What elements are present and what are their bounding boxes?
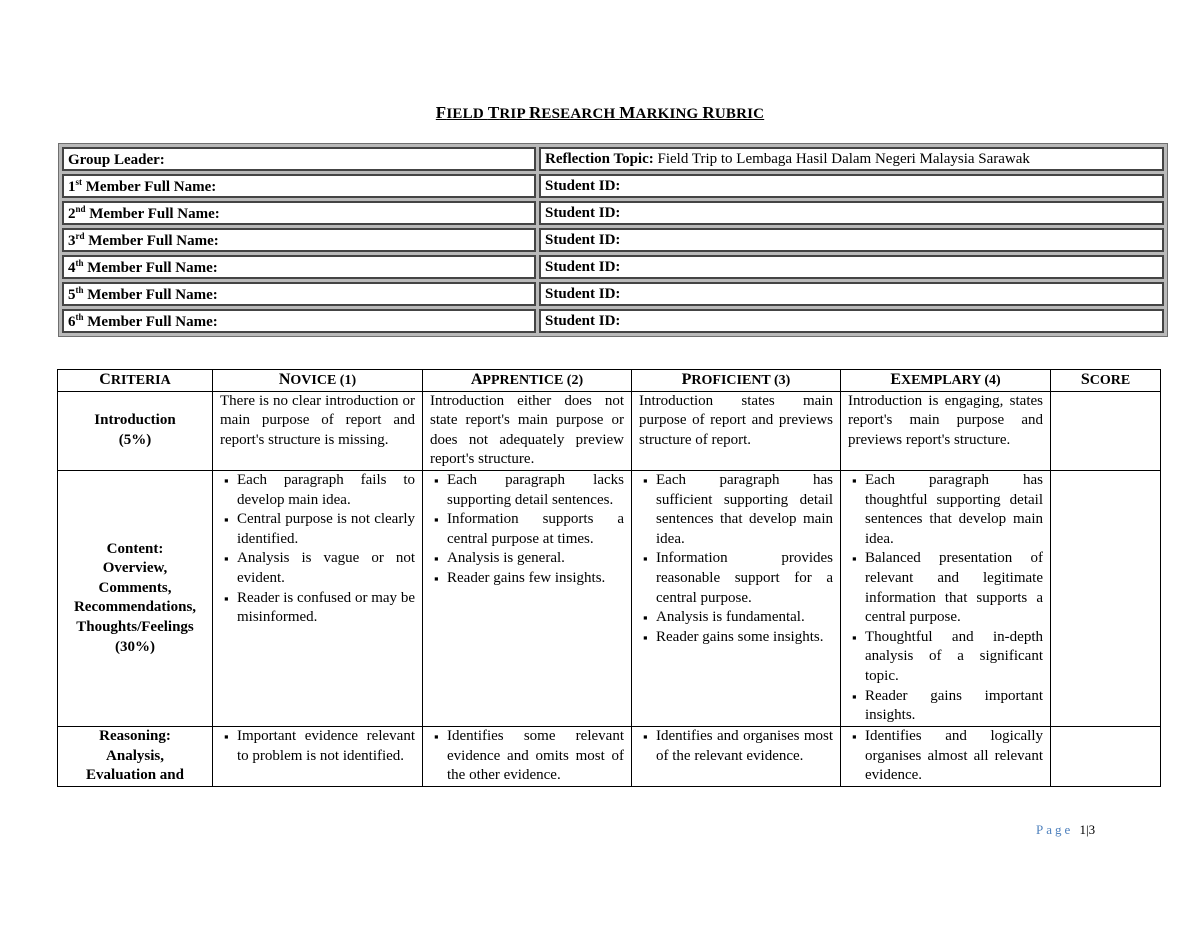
reasoning-proficient <box>632 726 841 786</box>
list-item: ▪ Identifies and logically organises almost all relevant evidence. <box>848 727 1043 786</box>
rubric-table <box>57 369 1161 787</box>
member-name-field[interactable]: 6th Member Full Name: <box>62 309 536 333</box>
bullet-list <box>430 471 624 589</box>
info-row <box>62 282 1164 306</box>
introduction-proficient: Introduction states main purpose of report and previews structure of report. <box>632 391 841 470</box>
bullet-list <box>220 727 415 766</box>
introduction-exemplary: Introduction is engaging, states report's main purpose and previews report's structure. <box>841 391 1051 470</box>
reasoning-apprentice <box>423 726 632 786</box>
student-id-field[interactable]: Student ID: <box>539 282 1164 306</box>
content-novice <box>213 470 423 726</box>
info-row <box>62 309 1164 333</box>
member-name-field[interactable]: 1st Member Full Name: <box>62 174 536 198</box>
header-novice: NOVICE (1) <box>213 370 423 392</box>
header-exemplary: EXEMPLARY (4) <box>841 370 1051 392</box>
introduction-score-cell[interactable] <box>1051 391 1161 470</box>
header-criteria: CRITERIA <box>58 370 213 392</box>
list-item: ▪ Analysis is vague or not evident. <box>220 549 415 588</box>
introduction-novice: There is no clear introduction or main purpose of report and report's structure is missing. <box>213 391 423 470</box>
rubric-row-reasoning <box>58 726 1161 786</box>
introduction-apprentice: Introduction either does not state report's main purpose or does not adequately preview report's structure. <box>423 391 632 470</box>
info-row <box>62 201 1164 225</box>
list-item: ▪ Reader is confused or may be misinformed. <box>220 589 415 628</box>
member-name-field[interactable]: 2nd Member Full Name: <box>62 201 536 225</box>
list-item: ▪ Reader gains important insights. <box>848 687 1043 726</box>
header-proficient: PROFICIENT (3) <box>632 370 841 392</box>
list-item: ▪ Reader gains some insights. <box>639 628 833 648</box>
title-part: T <box>487 103 500 122</box>
info-row <box>62 174 1164 198</box>
page-number: Page 1|3 <box>1036 822 1096 837</box>
title-part: R <box>528 103 542 122</box>
list-item: ▪ Balanced presentation of relevant and legitimate information that supports a central purpose. <box>848 549 1043 627</box>
rubric-header-row <box>58 370 1161 392</box>
list-item: ▪ Each paragraph has sufficient supporting detail sentences that develop main idea. <box>639 471 833 549</box>
reflection-topic-field[interactable]: Reflection Topic: Field Trip to Lembaga Hasil Dalam Negeri Malaysia Sarawak <box>539 147 1164 171</box>
list-item: ▪ Analysis is general. <box>430 549 624 569</box>
title-part: RIP <box>499 106 529 122</box>
student-id-field[interactable]: Student ID: <box>539 228 1164 252</box>
list-item: ▪ Important evidence relevant to problem is not identified. <box>220 727 415 766</box>
reasoning-score-cell[interactable] <box>1051 726 1161 786</box>
reasoning-exemplary <box>841 726 1051 786</box>
content-score-cell[interactable] <box>1051 470 1161 726</box>
group-leader-field[interactable]: Group Leader: <box>62 147 536 171</box>
title-part: F <box>435 103 447 122</box>
info-row <box>62 255 1164 279</box>
list-item: ▪ Each paragraph fails to develop main idea. <box>220 471 415 510</box>
criteria-reasoning: Reasoning: Analysis, Evaluation and <box>58 726 213 786</box>
student-id-field[interactable]: Student ID: <box>539 255 1164 279</box>
list-item: ▪ Information supports a central purpose at times. <box>430 510 624 549</box>
content-apprentice <box>423 470 632 726</box>
member-info-table <box>58 143 1168 337</box>
member-name-field[interactable]: 3rd Member Full Name: <box>62 228 536 252</box>
title-part: IELD <box>446 106 488 122</box>
member-name-field[interactable]: 5th Member Full Name: <box>62 282 536 306</box>
student-id-field[interactable]: Student ID: <box>539 201 1164 225</box>
student-id-field[interactable]: Student ID: <box>539 309 1164 333</box>
list-item: ▪ Identifies some relevant evidence and omits most of the other evidence. <box>430 727 624 786</box>
bullet-list <box>430 727 624 786</box>
title-part: M <box>619 103 636 122</box>
list-item: ▪ Identifies and organises most of the relevant evidence. <box>639 727 833 766</box>
bullet-list <box>639 727 833 766</box>
reasoning-novice <box>213 726 423 786</box>
content-proficient <box>632 470 841 726</box>
member-name-field[interactable]: 4th Member Full Name: <box>62 255 536 279</box>
list-item: ▪ Each paragraph lacks supporting detail sentences. <box>430 471 624 510</box>
info-row <box>62 147 1164 171</box>
title-part: ARKING <box>635 106 703 122</box>
bullet-list <box>220 471 415 628</box>
list-item: ▪ Analysis is fundamental. <box>639 608 833 628</box>
list-item: ▪ Each paragraph has thoughtful supporting detail sentences that develop main idea. <box>848 471 1043 549</box>
content-exemplary <box>841 470 1051 726</box>
title-part: UBRIC <box>714 106 765 122</box>
criteria-introduction: Introduction (5%) <box>58 391 213 470</box>
info-row <box>62 228 1164 252</box>
list-item: ▪ Thoughtful and in-depth analysis of a significant topic. <box>848 628 1043 687</box>
rubric-row-introduction <box>58 391 1161 470</box>
title-part: ESEARCH <box>541 106 620 122</box>
title-part: R <box>702 103 715 122</box>
bullet-list <box>639 471 833 647</box>
header-score: SCORE <box>1051 370 1161 392</box>
header-apprentice: APPRENTICE (2) <box>423 370 632 392</box>
list-item: ▪ Central purpose is not clearly identified. <box>220 510 415 549</box>
bullet-list <box>848 727 1043 786</box>
document-title <box>0 103 1200 123</box>
bullet-list <box>848 471 1043 726</box>
rubric-row-content <box>58 470 1161 726</box>
list-item: ▪ Information provides reasonable support for a central purpose. <box>639 549 833 608</box>
student-id-field[interactable]: Student ID: <box>539 174 1164 198</box>
criteria-content: Content: Overview, Comments, Recommendations, Thoughts/Feelings (30%) <box>58 470 213 726</box>
list-item: ▪ Reader gains few insights. <box>430 569 624 589</box>
